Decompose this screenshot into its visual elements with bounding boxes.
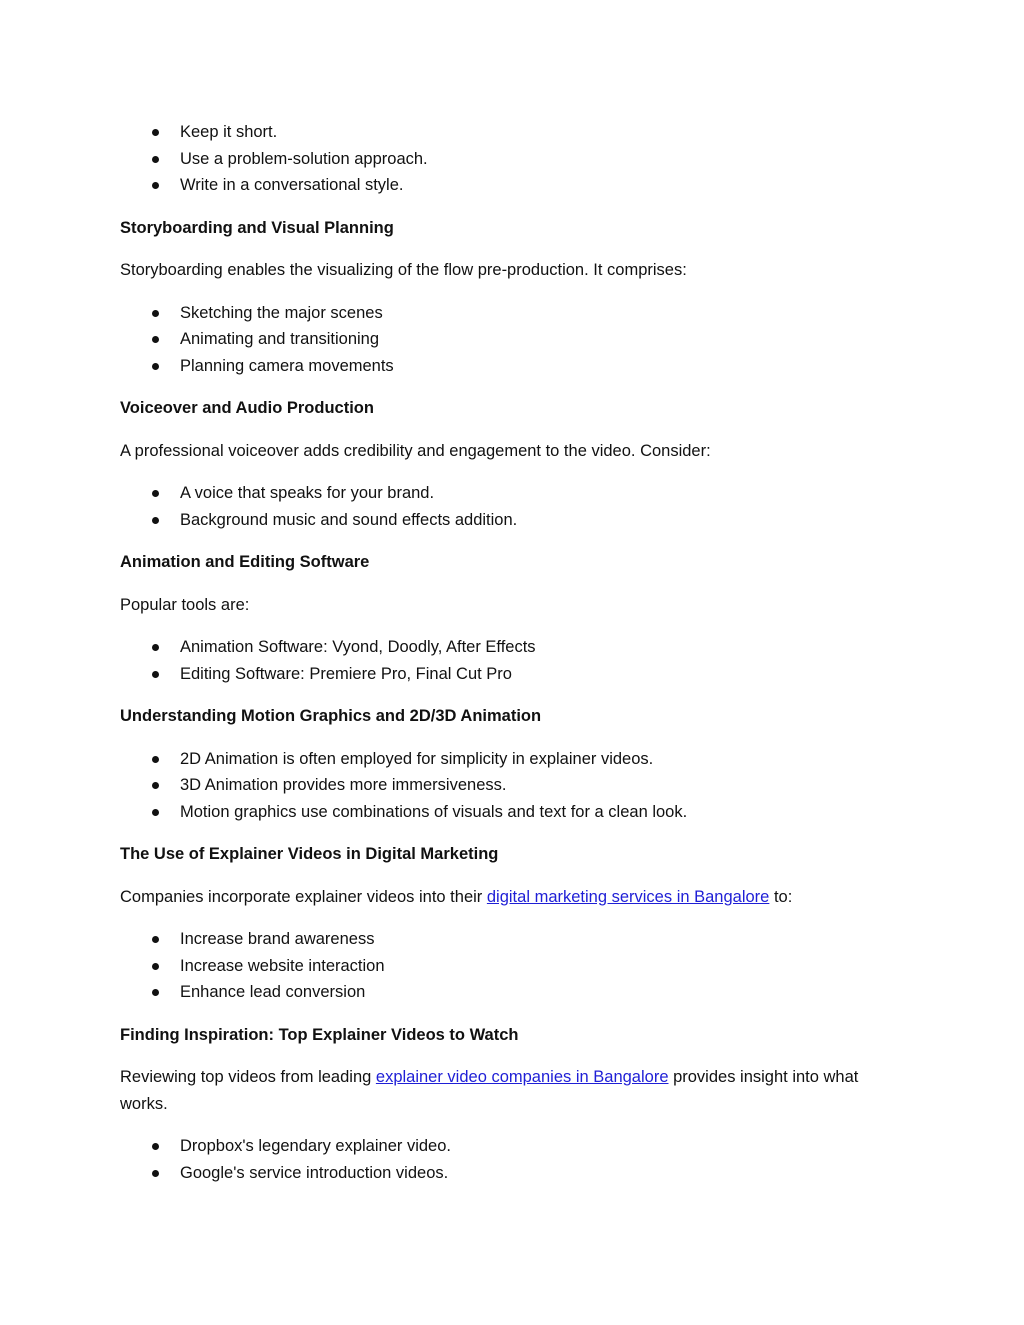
storyboarding-paragraph: Storyboarding enables the visualizing of the flow pre-production. It comprises:: [120, 261, 687, 279]
list-item: Dropbox's legendary explainer video.: [120, 1133, 900, 1160]
explainer-companies-link[interactable]: explainer video companies in Bangalore: [375, 1068, 669, 1086]
section-heading-inspiration: Finding Inspiration: Top Explainer Videos to Watch: [120, 1025, 519, 1044]
marketing-text-after: to:: [769, 887, 793, 906]
section-heading-marketing: The Use of Explainer Videos in Digital Marketing: [120, 845, 499, 863]
software-paragraph: Popular tools are:: [120, 595, 250, 614]
document-page: [120, 119, 900, 1202]
list-item: Animating and transitioning: [120, 326, 900, 353]
section-heading-storyboarding: Storyboarding and Visual Planning: [120, 218, 394, 237]
software-list: [120, 634, 900, 687]
intro-list: [120, 119, 900, 199]
list-item: Motion graphics use combinations of visuals and text for a clean look.: [120, 799, 900, 826]
inspiration-text-after: provides insight into what works.: [120, 1068, 859, 1113]
list-item: Planning camera movements: [120, 353, 900, 380]
voiceover-list: [120, 480, 900, 533]
storyboarding-list: [120, 300, 900, 380]
list-item: Increase brand awareness: [120, 926, 900, 953]
inspiration-list: [120, 1133, 900, 1186]
motion-list: [120, 746, 900, 826]
list-item: Animation Software: Vyond, Doodly, After Effects: [120, 634, 900, 661]
list-item: 3D Animation provides more immersiveness.: [120, 772, 900, 799]
list-item: Increase website interaction: [120, 953, 900, 980]
list-item: Google's service introduction videos.: [120, 1160, 900, 1187]
list-item: Sketching the major scenes: [120, 300, 900, 327]
marketing-paragraph: [120, 884, 900, 911]
digital-marketing-link[interactable]: digital marketing services in Bangalore: [486, 887, 770, 906]
section-heading-motion: Understanding Motion Graphics and 2D/3D Animation: [120, 707, 542, 725]
list-item: A voice that speaks for your brand.: [120, 480, 900, 507]
voiceover-paragraph: A professional voiceover adds credibility and engagement to the video. Consider:: [120, 441, 711, 460]
list-item: Keep it short.: [120, 119, 900, 146]
list-item: Write in a conversational style.: [120, 172, 900, 199]
list-item: 2D Animation is often employed for simplicity in explainer videos.: [120, 746, 900, 773]
list-item: Background music and sound effects addition.: [120, 507, 900, 534]
inspiration-paragraph: [120, 1064, 900, 1117]
list-item: Enhance lead conversion: [120, 979, 900, 1006]
inspiration-text-before: Reviewing top videos from leading: [120, 1068, 376, 1086]
list-item: Editing Software: Premiere Pro, Final Cut Pro: [120, 661, 900, 688]
section-heading-software: Animation and Editing Software: [120, 553, 370, 571]
section-heading-voiceover: Voiceover and Audio Production: [120, 399, 374, 417]
list-item: Use a problem-solution approach.: [120, 146, 900, 173]
marketing-list: [120, 926, 900, 1006]
marketing-text-before: Companies incorporate explainer videos into their: [120, 887, 487, 906]
